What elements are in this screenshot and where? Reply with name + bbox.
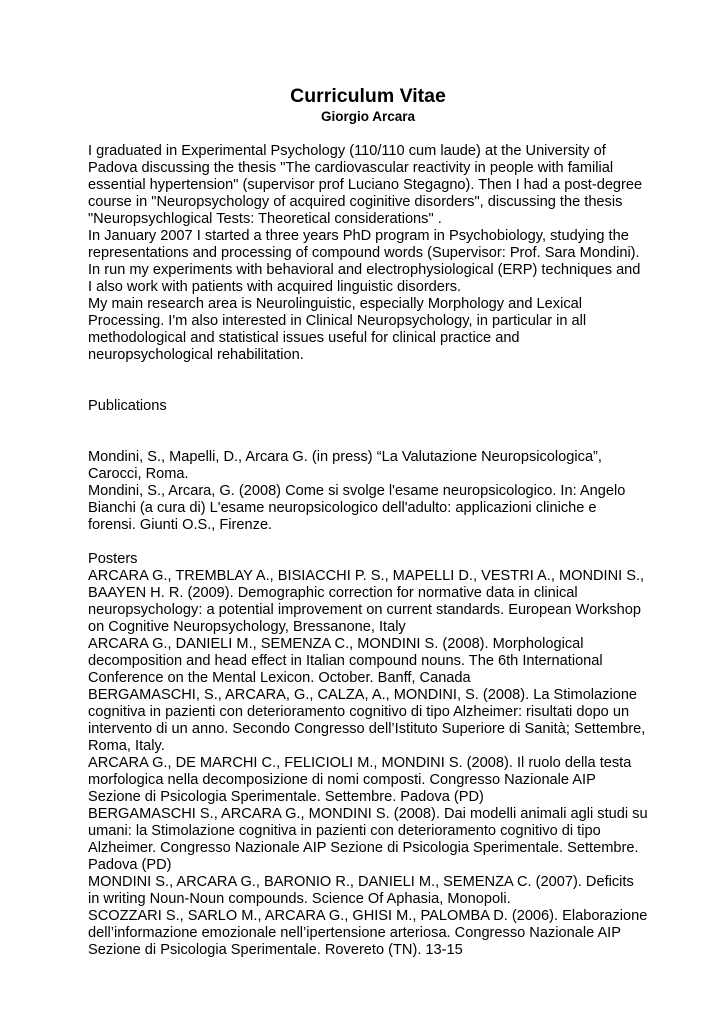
spacer bbox=[88, 534, 648, 551]
bio-section bbox=[88, 143, 648, 364]
document-title: Curriculum Vitae bbox=[290, 85, 446, 107]
spacer bbox=[88, 415, 648, 449]
publications-heading: Publications bbox=[88, 398, 167, 414]
cv-document bbox=[88, 84, 648, 959]
posters-section bbox=[88, 551, 648, 959]
poster-item: BERGAMASCHI, S., ARCARA, G., CALZA, A., MONDINI, S. (2008). La Stimolazione cognitiva in pazienti con deterioramento cognitivo di tipo Alzheimer: risultati dopo un intervento di un anno. Secondo Congresso dell’Istituto Superiore di Sanità; Settembre, Roma, Italy. bbox=[88, 687, 646, 754]
publication-item: Mondini, S., Arcara, G. (2008) Come si svolge l'esame neuropsicologico. In: Angelo Bianchi (a cura di) L'esame neuropsicologico dell'adulto: applicazioni cliniche e forensi. Giunti O.S., Firenze. bbox=[88, 483, 626, 533]
poster-item: ARCARA G., TREMBLAY A., BISIACCHI P. S., MAPELLI D., VESTRI A., MONDINI S., BAAYEN H. R. (2009). Demographic correction for normative data in clinical neuropsychology: a potential improvement on current standards. European Workshop on Cognitive Neuropsychology, Bressanone, Italy bbox=[88, 568, 645, 635]
publications-section bbox=[88, 398, 648, 534]
poster-item: BERGAMASCHI S., ARCARA G., MONDINI S. (2008). Dai modelli animali agli studi su umani: la Stimolazione cognitiva in pazienti con deterioramento cognitivo di tipo Alzheimer. Congresso Nazionale AIP Sezione di Psicologia Sperimentale. Settembre. Padova (PD) bbox=[88, 806, 648, 873]
posters-heading: Posters bbox=[88, 551, 138, 567]
poster-item: MONDINI S., ARCARA G., BARONIO R., DANIELI M., SEMENZA C. (2007). Deficits in writing Noun-Noun compounds. Science Of Aphasia, Monopoli. bbox=[88, 874, 634, 907]
poster-item: SCOZZARI S., SARLO M., ARCARA G., GHISI M., PALOMBA D. (2006). Elaborazione dell’informazione emozionale nell’ipertensione arteriosa. Congresso Nazionale AIP Sezione di Psicologia Sperimentale. Rovereto (TN). 13-15 bbox=[88, 908, 648, 958]
author-name: Giorgio Arcara bbox=[320, 109, 416, 124]
poster-item: ARCARA G., DANIELI M., SEMENZA C., MONDINI S. (2008). Morphological decomposition and head effect in Italian compound nouns. The 6th International Conference on the Mental Lexicon. October. Banff, Canada bbox=[88, 636, 603, 686]
bio-paragraph: In January 2007 I started a three years PhD program in Psychobiology, studying the representations and processing of compound words (Supervisor: Prof. Sara Mondini). In run my experiments with behavioral and electrophysiological (ERP) techniques and I also work with patients with acquired linguistic disorders. bbox=[88, 228, 641, 295]
bio-paragraph: I graduated in Experimental Psychology (110/110 cum laude) at the University of Padova discussing the thesis "The cardiovascular reactivity in people with familial essential hypertension" (supervisor prof Luciano Stegagno). Then I had a post-degree course in "Neuropsychology of acquired coginitive disorders", discussing the thesis "Neuropsychlogical Tests: Theoretical considerations" . bbox=[88, 143, 643, 227]
spacer bbox=[88, 364, 648, 398]
publication-item: Mondini, S., Mapelli, D., Arcara G. (in press) “La Valutazione Neuropsicologica”, Carocci, Roma. bbox=[88, 449, 602, 482]
bio-paragraph: My main research area is Neurolinguistic, especially Morphology and Lexical Processing. I'm also interested in Clinical Neuropsychology, in particular in all methodological and statistical issues useful for clinical practice and neuropsychological rehabilitation. bbox=[88, 296, 587, 363]
poster-item: ARCARA G., DE MARCHI C., FELICIOLI M., MONDINI S. (2008). Il ruolo della testa morfologica nella decomposizione di nomi composti. Congresso Nazionale AIP Sezione di Psicologia Sperimentale. Settembre. Padova (PD) bbox=[88, 755, 632, 805]
